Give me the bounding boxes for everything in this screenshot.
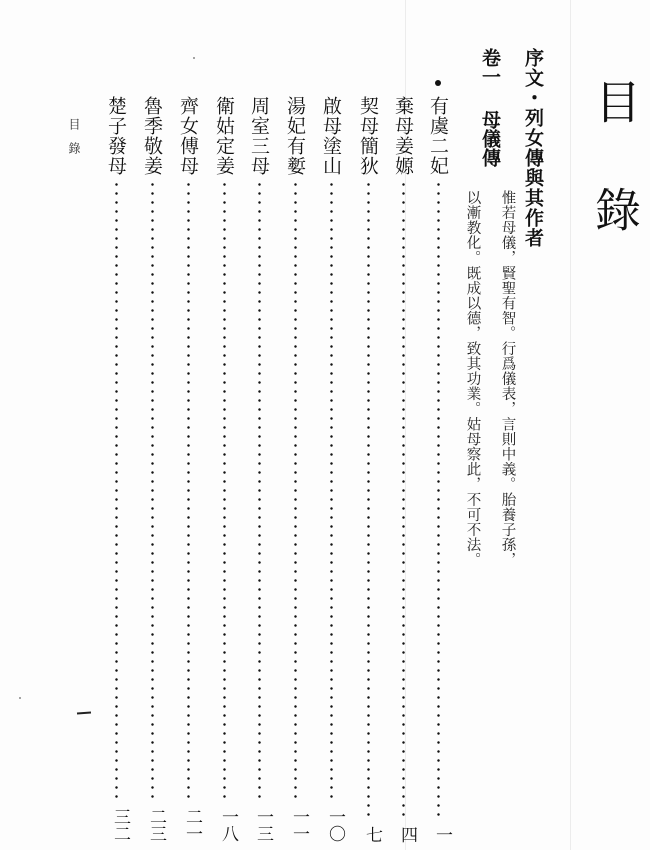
leader-dots xyxy=(115,180,118,800)
toc-entry-page[interactable]: 一 xyxy=(432,826,452,843)
toc-entry-title[interactable]: 衛姑定姜 xyxy=(213,96,235,176)
chapter-name: 母儀傳 xyxy=(479,110,501,167)
scan-speck xyxy=(19,697,21,699)
toc-entry-page[interactable]: 七 xyxy=(362,826,382,843)
toc-entry-title[interactable]: 啟母塗山 xyxy=(320,96,342,176)
toc-entry-page[interactable]: 三二 xyxy=(110,808,130,842)
toc-entry-title[interactable]: 有虞二妃 xyxy=(427,96,449,176)
preface-heading: 序文・列女傳與其作者 xyxy=(522,48,544,248)
chapter-heading xyxy=(480,48,499,167)
toc-entry-title[interactable]: 棄母姜嫄 xyxy=(392,96,414,176)
scan-speck xyxy=(193,57,195,59)
toc-entry-title[interactable]: 周室三母 xyxy=(248,96,270,176)
toc-entry-page[interactable]: 二一 xyxy=(182,808,202,842)
leader-dots xyxy=(330,180,333,800)
margin-dash-mark xyxy=(77,712,91,715)
chapter-ode-line-2: 以漸教化。既成以德，致其功業。姑母察此，不可不法。 xyxy=(464,190,481,568)
chapter-label: 卷一 xyxy=(479,48,501,86)
running-head: 目錄 xyxy=(67,118,81,166)
toc-entry-title[interactable]: 齊女傅母 xyxy=(177,96,199,176)
page-title: 目錄 xyxy=(588,78,642,294)
bullet-marker xyxy=(435,80,441,86)
toc-entry-title[interactable]: 契母簡狄 xyxy=(357,96,379,176)
leader-dots xyxy=(437,180,440,820)
toc-entry-page[interactable]: 一三 xyxy=(253,808,273,842)
toc-entry-page[interactable]: 一〇 xyxy=(325,808,345,842)
leader-dots xyxy=(258,180,261,800)
leader-dots xyxy=(402,180,405,820)
leader-dots xyxy=(223,180,226,800)
leader-dots xyxy=(294,180,297,800)
scan-artifact-line xyxy=(570,0,571,850)
toc-entry-title[interactable]: 楚子發母 xyxy=(105,96,127,176)
leader-dots xyxy=(151,180,154,800)
leader-dots xyxy=(367,180,370,820)
toc-entry-page[interactable]: 一八 xyxy=(218,808,238,842)
leader-dots xyxy=(187,180,190,800)
toc-entry-title[interactable]: 魯季敬姜 xyxy=(141,96,163,176)
toc-entry-title[interactable]: 湯妃有㜪 xyxy=(284,96,306,176)
toc-entry-page[interactable]: 一一 xyxy=(289,808,309,842)
toc-entry-page[interactable]: 二三 xyxy=(146,808,166,842)
toc-entry-page[interactable]: 四 xyxy=(397,826,417,843)
chapter-ode-line-1: 惟若母儀，賢聖有智。行爲儀表，言則中義。胎養子孫， xyxy=(499,190,516,568)
